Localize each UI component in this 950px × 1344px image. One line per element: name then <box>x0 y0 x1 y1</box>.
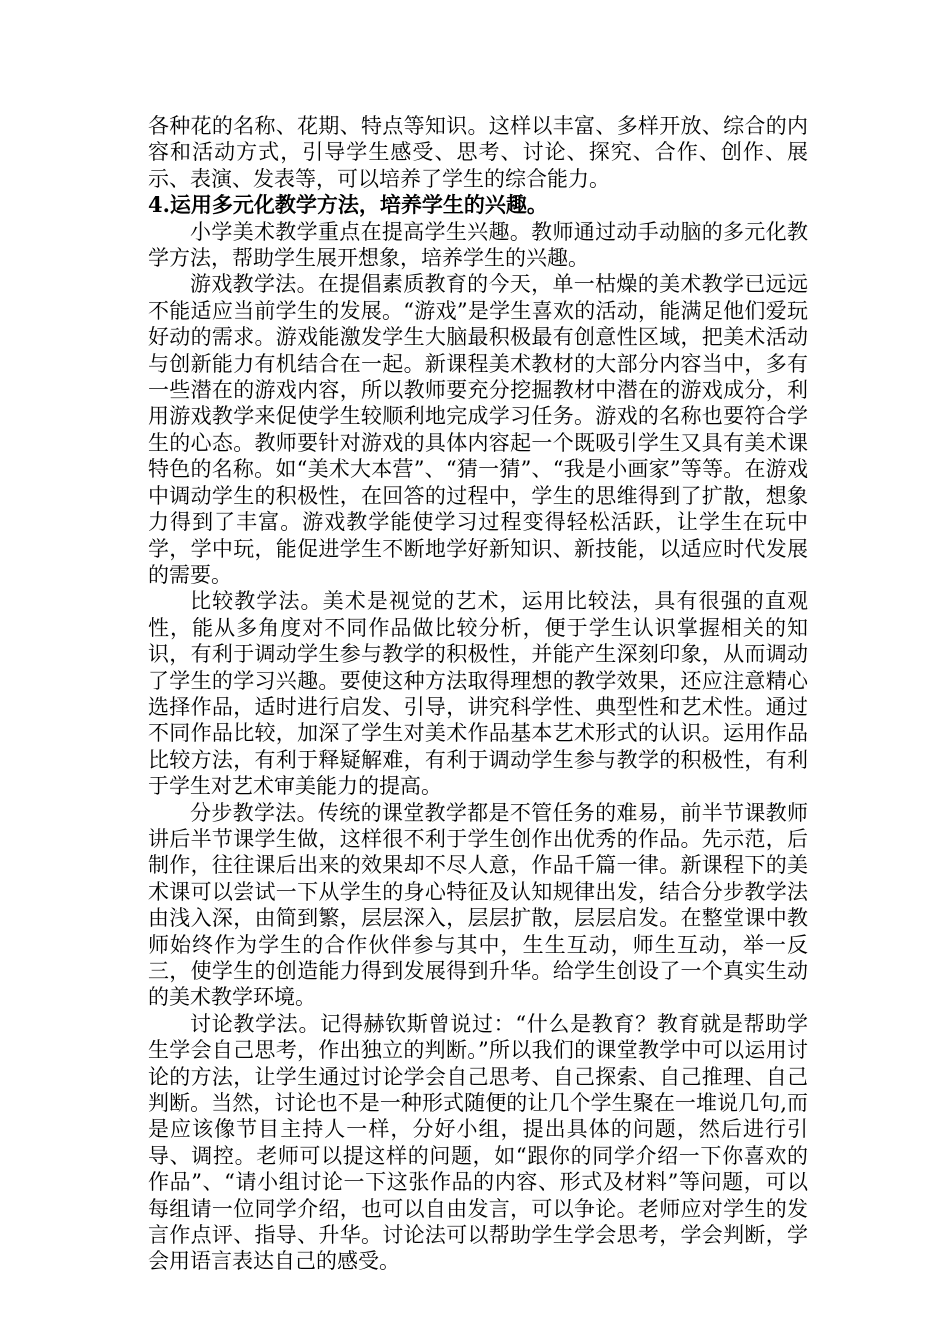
section-heading: 4.运用多元化教学方法，培养学生的兴趣。 <box>148 192 548 218</box>
document-body <box>148 113 808 1275</box>
paragraph-continuation: 各种花的名称、花期、特点等知识。这样以丰富、多样开放、综合的内容和活动方式，引导学生感受、思考、讨论、探究、合作、创作、展示、表演、发表等，可以培养了学生的综合能力。 <box>148 114 808 191</box>
paragraph-discussion-method: 讨论教学法。记得赫钦斯曾说过：“什么是教育？教育就是帮助学生学会自己思考，作出独立的判断。”所以我们的课堂教学中可以运用讨论的方法，让学生通过讨论学会自己思考、自己探索、自己推理、自己判断。当然，讨论也不是一种形式随便的让几个学生聚在一堆说几句,而是应该像节目主持人一样，分好小组，提出具体的问题，然后进行引导、调控。老师可以提这样的问题，如“跟你的同学介绍一下你喜欢的作品”、“请小组讨论一下这张作品的内容、形式及材料”等问题，可以每组请一位同学介绍，也可以自由发言，可以争论。老师应对学生的发言作点评、指导、升华。讨论法可以帮助学生学会思考，学会判断，学会用语言表达自己的感受。 <box>148 1011 808 1274</box>
paragraph-intro: 小学美术教学重点在提高学生兴趣。教师通过动手动脑的多元化教学方法，帮助学生展开想象，培养学生的兴趣。 <box>148 219 808 271</box>
paragraph-stepwise-method: 分步教学法。传统的课堂教学都是不管任务的难易，前半节课教师讲后半节课学生做，这样很不利于学生创作出优秀的作品。先示范，后制作，往往课后出来的效果却不尽人意，作品千篇一律。新课程下的美术课可以尝试一下从学生的身心特征及认知规律出发，结合分步教学法由浅入深，由简到繁，层层深入，层层扩散，层层启发。在整堂课中教师始终作为学生的合作伙伴参与其中，生生互动，师生互动，举一反三，使学生的创造能力得到发展得到升华。给学生创设了一个真实生动的美术教学环境。 <box>148 800 808 1010</box>
paragraph-game-method: 游戏教学法。在提倡素质教育的今天，单一枯燥的美术教学已远远不能适应当前学生的发展。“游戏”是学生喜欢的活动，能满足他们爱玩好动的需求。游戏能激发学生大脑最积极最有创意性区域，把美术活动与创新能力有机结合在一起。新课程美术教材的大部分内容当中，多有一些潜在的游戏内容，所以教师要充分挖掘教材中潜在的游戏成分，利用游戏教学来促使学生较顺利地完成学习任务。游戏的名称也要符合学生的心态。教师要针对游戏的具体内容起一个既吸引学生又具有美术课特色的名称。如“美术大本营”、“猜一猜”、“我是小画家”等等。在游戏中调动学生的积极性，在回答的过程中，学生的思维得到了扩散，想象力得到了丰富。游戏教学能使学习过程变得轻松活跃，让学生在玩中学，学中玩，能促进学生不断地学好新知识、新技能，以适应时代发展的需要。 <box>148 272 808 587</box>
paragraph-comparison-method: 比较教学法。美术是视觉的艺术，运用比较法，具有很强的直观性，能从多角度对不同作品做比较分析，便于学生认识掌握相关的知识，有利于调动学生参与教学的积极性，并能产生深刻印象，从而调动了学生的学习兴趣。要使这种方法取得理想的教学效果，还应注意精心选择作品，适时进行启发、引导，讲究科学性、典型性和艺术性。通过不同作品比较，加深了学生对美术作品基本艺术形式的认识。运用作品比较方法，有利于释疑解难，有利于调动学生参与教学的积极性，有利于学生对艺术审美能力的提高。 <box>148 589 808 799</box>
